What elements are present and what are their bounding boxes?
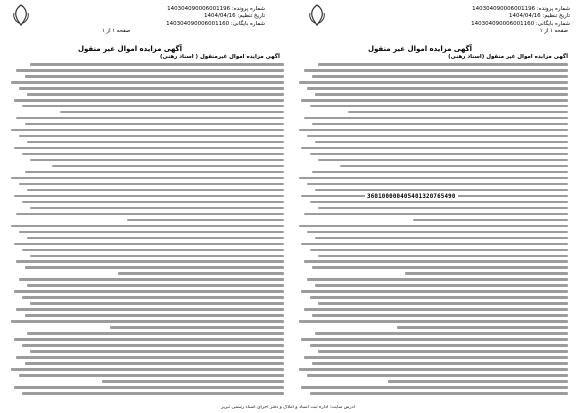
page-number: صفحه ۱ از ۱	[102, 28, 131, 34]
text-line	[19, 135, 284, 138]
text-line	[118, 272, 284, 275]
text-line	[299, 320, 568, 323]
text-line	[315, 189, 568, 192]
text-line	[52, 165, 284, 168]
text-line	[22, 249, 284, 252]
text-line	[11, 320, 284, 323]
text-line	[30, 63, 284, 66]
text-line	[312, 75, 568, 78]
text-line	[19, 87, 284, 90]
text-line	[299, 225, 568, 228]
page-title: آگهی مزایده اموال غیر منقول	[77, 45, 183, 53]
text-line	[304, 308, 568, 311]
text-line	[310, 105, 568, 108]
text-line	[307, 135, 568, 138]
text-line	[27, 189, 284, 192]
text-line	[127, 219, 284, 222]
notice-heading: آگهی مزایده اموال غیرمنقول ( اسناد رهنی)	[160, 54, 280, 60]
text-line	[310, 344, 568, 347]
page-title: آگهی مزایده اموال غیر منقول	[367, 45, 473, 53]
text-line	[315, 237, 568, 240]
text-line	[16, 213, 284, 216]
text-line	[307, 278, 568, 281]
header-info-right	[450, 6, 570, 28]
text-line	[348, 111, 568, 114]
file-number: شماره پرونده: 140304090006001196	[472, 6, 570, 12]
text-line	[397, 326, 568, 329]
text-line	[11, 177, 284, 180]
text-line	[307, 374, 568, 377]
text-line	[22, 296, 284, 299]
text-line	[22, 201, 284, 204]
text-line	[30, 207, 284, 210]
text-line	[14, 243, 284, 246]
text-line	[27, 332, 284, 335]
text-line	[304, 117, 568, 120]
text-line	[310, 296, 568, 299]
text-line	[14, 99, 284, 102]
text-line	[312, 266, 568, 269]
text-line	[30, 302, 284, 305]
text-line	[301, 147, 568, 150]
text-line	[405, 272, 568, 275]
text-line	[304, 213, 568, 216]
text-line	[318, 159, 568, 162]
page-number: صفحه ۱ از ۱	[539, 28, 568, 34]
text-line	[110, 326, 284, 329]
notice-body-left	[8, 63, 284, 403]
text-line	[315, 332, 568, 335]
text-line	[299, 129, 568, 132]
emblem-icon	[306, 3, 328, 27]
text-line	[388, 380, 568, 383]
text-line	[14, 195, 284, 198]
text-line	[312, 171, 568, 174]
text-line	[304, 69, 568, 72]
text-line	[22, 392, 284, 395]
text-line	[299, 177, 568, 180]
text-line	[299, 368, 568, 371]
text-line	[22, 344, 284, 347]
text-line	[30, 350, 284, 353]
text-line	[19, 231, 284, 234]
text-line	[310, 201, 568, 204]
text-line	[318, 350, 568, 353]
header-info-left	[145, 6, 265, 28]
issue-date: تاریخ تنظیم: 1404/04/16	[203, 13, 265, 20]
text-line	[307, 183, 568, 186]
text-line	[11, 81, 284, 84]
text-line	[11, 368, 284, 371]
archive-number: شماره بایگانی: 140304090006001160	[166, 20, 265, 27]
text-line	[25, 123, 284, 126]
text-line	[299, 81, 568, 84]
text-line	[14, 147, 284, 150]
text-line	[19, 278, 284, 281]
text-line	[301, 338, 568, 341]
text-line	[25, 75, 284, 78]
text-line	[60, 111, 284, 114]
text-line	[312, 362, 568, 365]
text-line	[301, 99, 568, 102]
text-line	[16, 308, 284, 311]
text-line	[27, 141, 284, 144]
text-line	[315, 93, 568, 96]
emblem-icon	[10, 3, 32, 27]
text-line	[301, 243, 568, 246]
text-line	[16, 356, 284, 359]
text-line	[304, 356, 568, 359]
text-line	[102, 380, 284, 383]
text-line	[25, 266, 284, 269]
text-line	[16, 69, 284, 72]
text-line	[340, 165, 568, 168]
text-line	[310, 392, 568, 395]
text-line	[25, 171, 284, 174]
issue-date: تاریخ تنظیم: 1404/04/16	[508, 13, 570, 20]
footer-text: آدرس سایت: اداره ثبت اسناد و املاک و دفتر اجرای اسناد رسمی تبریز	[221, 405, 355, 410]
text-line	[310, 249, 568, 252]
text-line	[315, 141, 568, 144]
text-line	[304, 260, 568, 263]
text-line	[30, 255, 284, 258]
text-line	[27, 284, 284, 287]
text-line	[11, 129, 284, 132]
text-line	[315, 284, 568, 287]
text-line	[301, 386, 568, 389]
text-line	[301, 290, 568, 293]
text-line	[312, 123, 568, 126]
text-line	[25, 362, 284, 365]
text-line	[312, 314, 568, 317]
file-number: شماره پرونده: 140304090006001196	[167, 6, 265, 12]
text-line	[30, 159, 284, 162]
reference-number: 360100000405401320765490	[367, 194, 456, 200]
text-line	[11, 225, 284, 228]
archive-number: شماره بایگانی: 140304090006001160	[471, 20, 570, 27]
text-line	[307, 87, 568, 90]
text-line	[19, 374, 284, 377]
text-line	[14, 290, 284, 293]
text-line	[19, 183, 284, 186]
text-line	[14, 386, 284, 389]
text-line	[310, 153, 568, 156]
notice-body-right	[296, 63, 568, 403]
text-line	[307, 231, 568, 234]
text-line	[16, 260, 284, 263]
text-line	[27, 237, 284, 240]
text-line	[16, 117, 284, 120]
text-line	[14, 338, 284, 341]
text-line	[318, 255, 568, 258]
text-line	[318, 207, 568, 210]
text-line	[22, 153, 284, 156]
text-line	[318, 63, 568, 66]
text-line	[25, 314, 284, 317]
text-line	[413, 219, 568, 222]
notice-heading: آگهی مزایده اموال غیر منقول (اسناد رهنی)	[448, 54, 568, 60]
text-line	[27, 93, 284, 96]
text-line	[22, 105, 284, 108]
text-line	[318, 302, 568, 305]
